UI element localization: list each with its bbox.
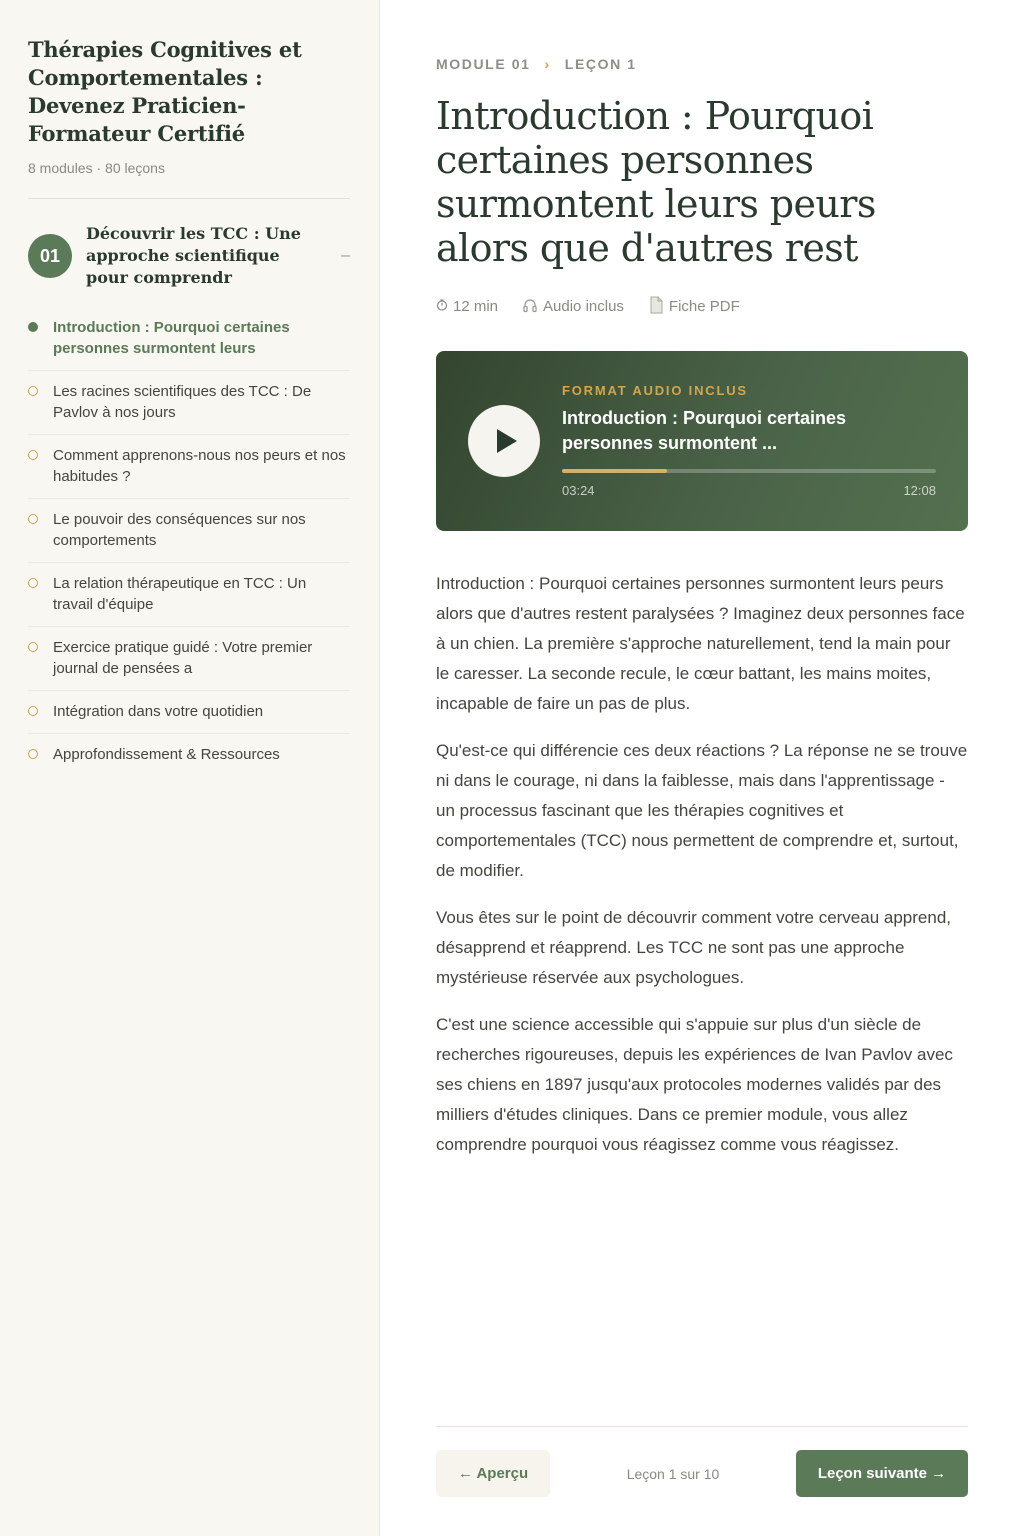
lesson-item[interactable] bbox=[28, 563, 350, 627]
clock-icon bbox=[436, 299, 448, 314]
lesson-item[interactable] bbox=[28, 371, 350, 435]
lesson-label: Exercice pratique guidé : Votre premier journal de pensées a bbox=[53, 639, 313, 677]
lesson-label: Introduction : Pourquoi certaines personnes surmontent leurs bbox=[53, 319, 290, 357]
lesson-item[interactable] bbox=[28, 627, 350, 691]
lesson-status-dot-icon bbox=[28, 386, 38, 396]
lesson-label: Intégration dans votre quotidien bbox=[53, 703, 264, 720]
pdf-meta-text: Fiche PDF bbox=[668, 298, 740, 315]
lesson-label: Les racines scientifiques des TCC : De Pavlov à nos jours bbox=[53, 383, 312, 421]
lesson-status-dot-icon bbox=[28, 706, 38, 716]
lesson-item[interactable] bbox=[28, 311, 350, 371]
lesson-item[interactable] bbox=[28, 734, 350, 776]
audio-player bbox=[436, 351, 968, 531]
audio-info bbox=[562, 383, 936, 498]
module-header[interactable] bbox=[28, 223, 350, 289]
body-paragraph: Vous êtes sur le point de découvrir comment votre cerveau apprend, désapprend et réapprend. Les TCC ne sont pas une approche mystérieuse réservée aux psychologues. bbox=[436, 908, 952, 987]
headphones-icon bbox=[522, 297, 538, 316]
collapse-icon[interactable]: – bbox=[341, 247, 350, 264]
sidebar-divider bbox=[28, 198, 350, 199]
lesson-counter: Leçon 1 sur 10 bbox=[626, 1465, 720, 1482]
audio-current-time: 03:24 bbox=[562, 483, 595, 498]
breadcrumb-lesson: LEÇON 1 bbox=[564, 56, 637, 72]
lesson-label: Le pouvoir des conséquences sur nos comportements bbox=[53, 511, 306, 549]
sidebar bbox=[0, 0, 380, 1536]
lesson-label: Approfondissement & Ressources bbox=[53, 746, 280, 763]
module-number-badge: 01 bbox=[28, 234, 72, 278]
lesson-content bbox=[380, 0, 1024, 1536]
audio-title: Introduction : Pourquoi certaines personnes surmontent ... bbox=[562, 408, 847, 453]
body-paragraph: C'est une science accessible qui s'appuie sur plus d'un siècle de recherches rigoureuses, depuis les expériences de Ivan Pavlov avec ses chiens en 1897 jusqu'aux protocoles modernes validés par des milliers d'études cliniques. Dans ce premier module, vous allez comprendre pourquoi vous réagissez comme vous réagissez. bbox=[436, 1015, 953, 1154]
audio-meta-text: Audio inclus bbox=[543, 298, 624, 315]
audio-progress-fill bbox=[562, 469, 667, 473]
lesson-status-dot-icon bbox=[28, 322, 38, 332]
previous-button[interactable]: ← Aperçu bbox=[436, 1450, 550, 1497]
duration-text: 12 min bbox=[453, 298, 499, 315]
play-button[interactable] bbox=[468, 405, 540, 477]
play-icon bbox=[497, 429, 517, 453]
lesson-status-dot-icon bbox=[28, 749, 38, 759]
audio-kicker: FORMAT AUDIO INCLUS bbox=[562, 383, 748, 398]
lesson-item[interactable] bbox=[28, 499, 350, 563]
lesson-body bbox=[436, 569, 968, 1160]
audio-time-row bbox=[562, 483, 936, 498]
pdf-meta[interactable] bbox=[648, 296, 740, 317]
document-icon bbox=[648, 296, 664, 317]
course-meta: 8 modules · 80 leçons bbox=[28, 160, 165, 176]
body-paragraph: Introduction : Pourquoi certaines personnes surmontent leurs peurs alors que d'autres restent paralysées ? Imaginez deux personnes face à un chien. La première s'approche naturellement, tend la main pour le caresser. La seconde recule, le cœur battant, les mains moites, incapable de faire un pas de plus. bbox=[436, 574, 965, 713]
lesson-list bbox=[28, 311, 350, 776]
body-paragraph: Qu'est-ce qui différencie ces deux réactions ? La réponse ne se trouve ni dans le courage, ni dans la faiblesse, mais dans l'apprentissage - un processus fascinant que les thérapies cognitives et comportementales (TCC) nous permettent de comprendre et, surtout, de modifier. bbox=[436, 741, 968, 880]
audio-meta bbox=[522, 297, 624, 316]
lesson-item[interactable] bbox=[28, 435, 350, 499]
chevron-right-icon: › bbox=[544, 56, 551, 72]
lesson-item[interactable] bbox=[28, 691, 350, 734]
lesson-label: La relation thérapeutique en TCC : Un travail d'équipe bbox=[53, 575, 307, 613]
audio-total-time: 12:08 bbox=[903, 483, 936, 498]
lesson-status-dot-icon bbox=[28, 642, 38, 652]
breadcrumb bbox=[436, 56, 968, 72]
lesson-status-dot-icon bbox=[28, 450, 38, 460]
next-lesson-button[interactable]: Leçon suivante → bbox=[796, 1450, 968, 1497]
lesson-label: Comment apprenons-nous nos peurs et nos habitudes ? bbox=[53, 447, 346, 485]
audio-progress-bar[interactable] bbox=[562, 469, 936, 473]
lesson-footer bbox=[436, 1426, 968, 1536]
duration-meta bbox=[436, 298, 498, 315]
module-title: Découvrir les TCC : Une approche scientifique pour comprendr bbox=[86, 224, 301, 287]
page-title: Introduction : Pourquoi certaines personnes surmontent leurs peurs alors que d'autres rest bbox=[436, 94, 876, 270]
lesson-status-dot-icon bbox=[28, 514, 38, 524]
course-title: Thérapies Cognitives et Comportementales : Devenez Praticien-Formateur Certifié bbox=[28, 37, 302, 146]
breadcrumb-module[interactable]: MODULE 01 bbox=[436, 56, 531, 72]
lesson-meta bbox=[436, 296, 968, 317]
lesson-status-dot-icon bbox=[28, 578, 38, 588]
